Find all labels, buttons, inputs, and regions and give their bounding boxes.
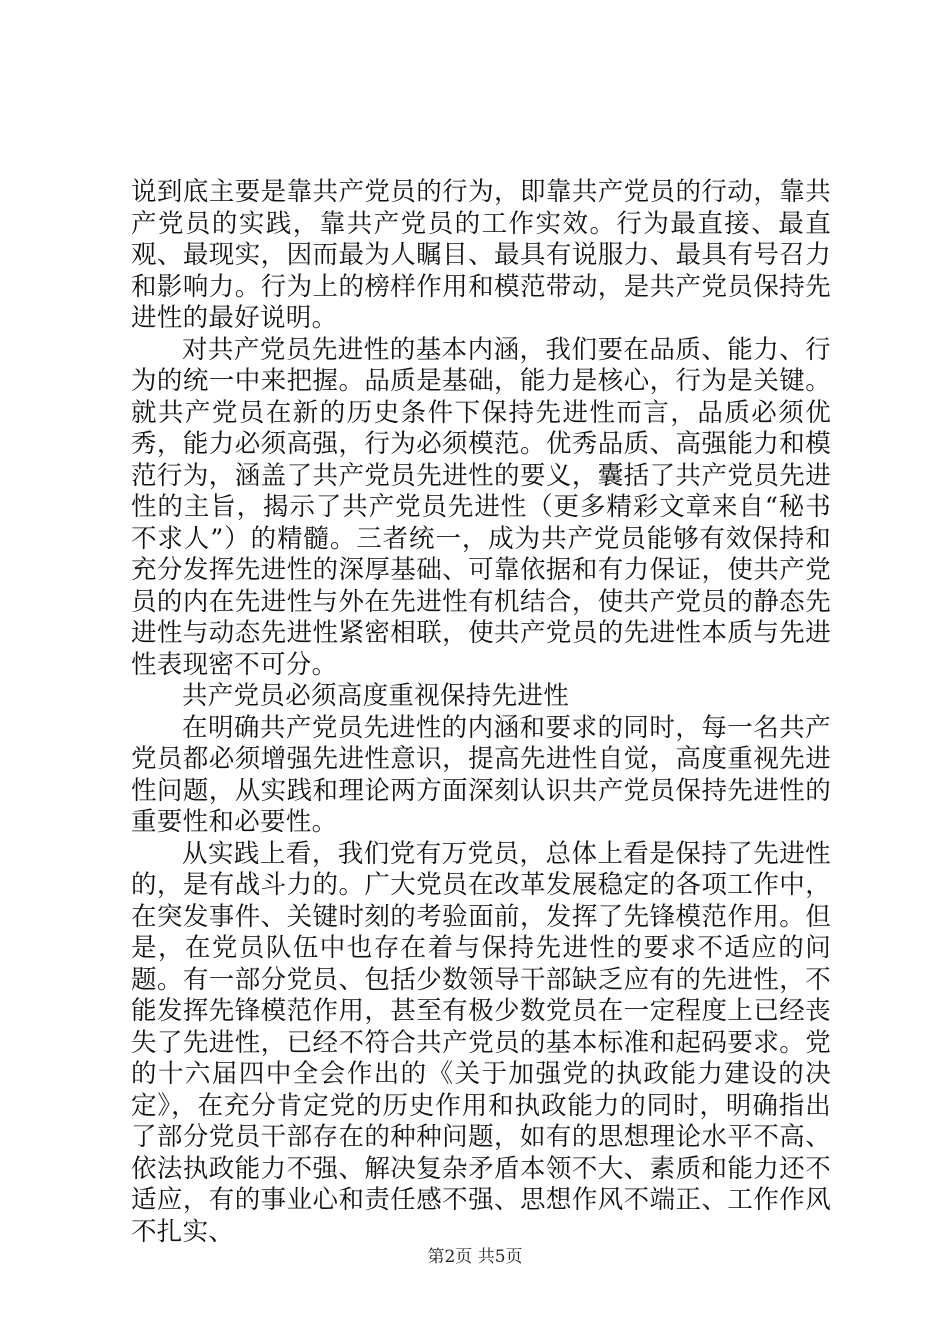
paragraph-4: 从实践上看，我们党有万党员，总体上看是保持了先进性的，是有战斗力的。广大党员在改革发展稳定的各项工作中，在突发事件、关键时刻的考验面前，发挥了先锋模范作用。但是，在党员队伍中也存在着与保持先进性的要求不适应的问题。有一部分党员、包括少数领导干部缺乏应有的先进性，不能发挥先锋模范作用，甚至有极少数党员在一定程度上已经丧失了先进性，已经不符合共产党员的基本标准和起码要求。党的十六届四中全会作出的《关于加强党的执政能力建设的决定》，在充分肯定党的历史作用和执政能力的同时，明确指出了部分党员干部存在的种种问题，如有的思想理论水平不高、依法执政能力不强、解决复杂矛盾本领不大、素质和能力还不适应，有的事业心和责任感不强、思想作风不端正、工作作风不扎实、 <box>131 838 831 1247</box>
document-body <box>131 177 831 1248</box>
paragraph-3: 在明确共产党员先进性的内涵和要求的同时，每一名共产党员都必须增强先进性意识，提高先进性自觉，高度重视先进性问题，从实践和理论两方面深刻认识共产党员保持先进性的重要性和必要性。 <box>131 712 831 837</box>
paragraph-2: 对共产党员先进性的基本内涵，我们要在品质、能力、行为的统一中来把握。品质是基础，能力是核心，行为是关键。就共产党员在新的历史条件下保持先进性而言，品质必须优秀，能力必须高强，行为必须模范。优秀品质、高强能力和模范行为，涵盖了共产党员先进性的要义，囊括了共产党员先进性的主旨，揭示了共产党员先进性（更多精彩文章来自“秘书不求人”）的精髓。三者统一，成为共产党员能够有效保持和充分发挥先进性的深厚基础、可靠依据和有力保证，使共产党员的内在先进性与外在先进性有机结合，使共产党员的静态先进性与动态先进性紧密相联，使共产党员的先进性本质与先进性表现密不可分。 <box>131 334 831 680</box>
paragraph-1: 说到底主要是靠共产党员的行为，即靠共产党员的行动，靠共产党员的实践，靠共产党员的工作实效。行为最直接、最直观、最现实，因而最为人瞩目、最具有说服力、最具有号召力和影响力。行为上的榜样作用和模范带动，是共产党员保持先进性的最好说明。 <box>131 177 831 333</box>
page-number-footer: 第2页 共5页 <box>427 1247 523 1267</box>
section-heading: 共产党员必须高度重视保持先进性 <box>182 681 570 711</box>
